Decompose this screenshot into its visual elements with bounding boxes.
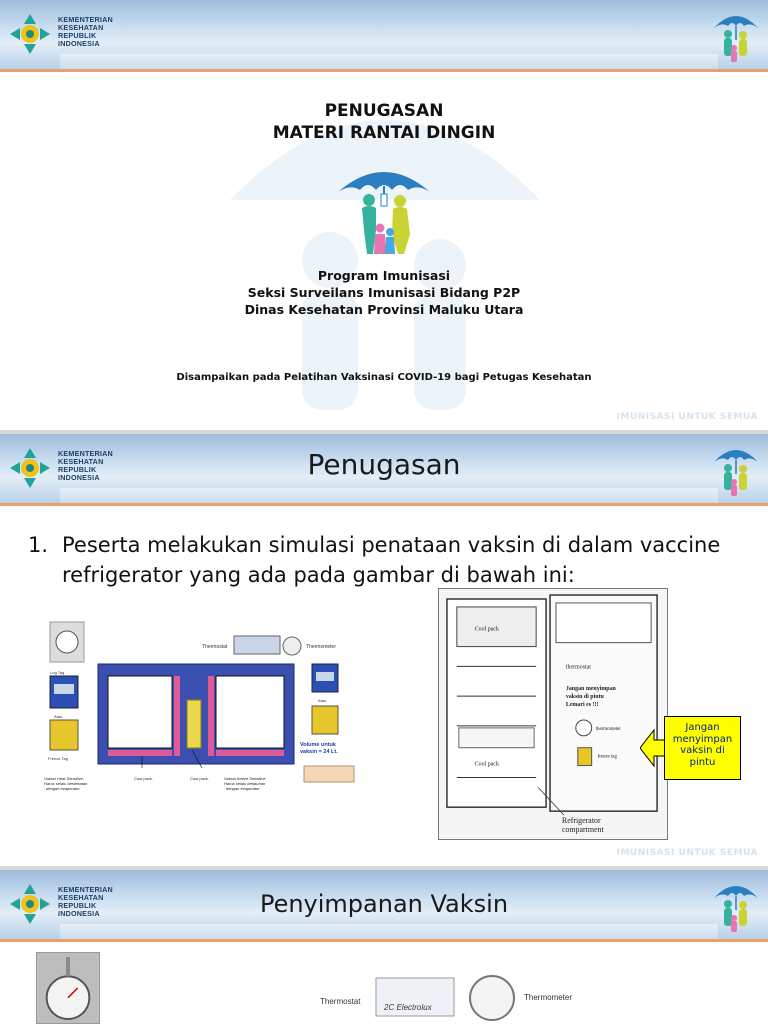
- ministry-line: KESEHATAN: [58, 23, 104, 32]
- cool-pack-floor: [216, 750, 284, 756]
- freeze-note: dengan evaporator.: [226, 786, 261, 791]
- watermark-text: IMUNISASI UNTUK SEMUA: [616, 412, 758, 422]
- callout-arrow-icon: [640, 728, 666, 768]
- door-warning: vaksin di pintu: [565, 694, 604, 701]
- chest-refrigerator-diagram: [42, 620, 362, 812]
- brand-label: 2C Electrolux: [384, 1003, 432, 1012]
- ministry-line: KESEHATAN: [58, 457, 104, 466]
- cool-pack-label: Cool pack.: [190, 776, 209, 781]
- program-text: Program Imunisasi: [317, 268, 451, 283]
- ministry-line: KEMENTERIAN: [58, 449, 113, 458]
- ministry-line: REPUBLIK: [58, 31, 97, 40]
- ministry-line: INDONESIA: [58, 39, 100, 48]
- kemenkes-logo: [6, 880, 116, 930]
- thermometer-dial-icon: [283, 637, 301, 655]
- thermostat-panel: [234, 636, 280, 654]
- atau-label: Atau,: [318, 698, 328, 703]
- thermometer-dial-icon: [576, 720, 592, 736]
- title-line-1: PENUGASAN: [324, 101, 444, 121]
- callout-line: vaksin di: [680, 745, 725, 756]
- vaccine-basket-left: [108, 676, 172, 748]
- thermostat-thermometer-figure: [320, 970, 590, 1024]
- upright-refrigerator-diagram: [438, 588, 668, 840]
- vaccine-basket-right: [216, 676, 284, 748]
- heat-note: dengan evaporator.: [46, 786, 81, 791]
- imunisasi-family-icon: [710, 6, 762, 66]
- freeze-note: Harus selalu berjauhan: [224, 781, 266, 786]
- center-cool-packs: [187, 700, 201, 748]
- ministry-line: REPUBLIK: [58, 465, 97, 474]
- door-warning: Jangan menyimpan: [565, 686, 616, 693]
- thermometer-dial-icon: [470, 976, 514, 1020]
- slide-3: [0, 870, 768, 1024]
- cool-pack-wall: [208, 676, 214, 756]
- thermometer-photo: [36, 952, 100, 1024]
- heat-note: Harus selalu berdekatan: [44, 781, 88, 786]
- ministry-line: KEMENTERIAN: [58, 885, 113, 894]
- ministry-line: REPUBLIK: [58, 901, 97, 910]
- kemenkes-logo-icon: [6, 444, 54, 492]
- freeze-note: Vaksin freeze Sensitive.: [224, 776, 267, 781]
- thermostat-label: thermostat: [565, 664, 591, 671]
- cool-pack-strip: [304, 766, 354, 782]
- ministry-line: INDONESIA: [58, 909, 100, 918]
- cool-pack-label: Cool pack.: [134, 776, 153, 781]
- atau-label: Atau,: [54, 714, 64, 719]
- callout-line: pintu: [689, 756, 716, 768]
- title-line-2: MATERI RANTAI DINGIN: [272, 123, 496, 143]
- freeze-tag-icon: [578, 748, 592, 766]
- thermometer-label: Thermometer: [524, 993, 573, 1002]
- ministry-line: KESEHATAN: [58, 893, 104, 902]
- kemenkes-logo-icon: [6, 10, 54, 58]
- heat-note: Vaksin Heat Sensitive.: [44, 776, 84, 781]
- ministry-line: INDONESIA: [58, 473, 100, 482]
- cool-pack-tray: [459, 728, 534, 748]
- slide-1: [0, 0, 768, 430]
- task-item: [28, 530, 738, 590]
- task-line-2: refrigerator yang ada pada gambar di bawah ini:: [62, 563, 575, 587]
- task-number: 1.: [28, 533, 49, 557]
- cool-pack-label: Cool pack: [474, 761, 499, 768]
- section-text: Seksi Surveilans Imunisasi Bidang P2P: [247, 285, 521, 300]
- freeze-tag-icon: [50, 720, 78, 750]
- refrigerator-label: Refrigerator: [561, 816, 601, 826]
- ministry-line: KEMENTERIAN: [58, 15, 113, 24]
- thermostat-label: Thermostat: [320, 997, 361, 1006]
- slide-title: Penugasan: [307, 448, 461, 481]
- refrigerator-label: compartment: [561, 824, 604, 834]
- logtag-label: Log Tag: [50, 670, 65, 675]
- thermometer-label: thermometer: [595, 726, 621, 732]
- door-warning: Lemari es !!!: [565, 702, 599, 709]
- imunisasi-family-icon: [334, 158, 434, 258]
- cool-pack-wall: [174, 676, 180, 756]
- cool-pack-floor: [108, 750, 172, 756]
- thermometer-label: Thermometer: [306, 644, 337, 650]
- freeze-tag-label: Freeze Tag: [48, 756, 68, 761]
- thermometer-dial-icon: [56, 631, 78, 653]
- callout-line: Jangan: [685, 722, 720, 733]
- cool-pack-label: Cool pack: [474, 626, 499, 633]
- thermostat-label: Thermostat: [202, 644, 228, 650]
- volume-label-2: vaksin = 24 Lt.: [300, 749, 338, 755]
- slide-title: Penyimpanan Vaksin: [259, 890, 509, 918]
- office-text: Dinas Kesehatan Provinsi Maluku Utara: [244, 302, 524, 317]
- imunisasi-family-icon: [710, 876, 762, 936]
- kemenkes-logo: [6, 444, 116, 494]
- volume-label-1: Volume untuk: [300, 742, 336, 748]
- task-line-1: Peserta melakukan simulasi penataan vaksin di dalam vaccine: [62, 533, 721, 557]
- delivered-text: Disampaikan pada Pelatihan Vaksinasi COVID-19 bagi Petugas Kesehatan: [176, 372, 592, 383]
- freeze-tag-icon: [312, 706, 338, 734]
- freeze-tag-label: freeze tag: [597, 754, 617, 760]
- callout-line: menyimpan: [672, 733, 733, 745]
- imunisasi-family-icon: [710, 440, 762, 500]
- slide-2: [0, 434, 768, 866]
- kemenkes-logo: [6, 10, 116, 60]
- door-warning-callout: [664, 716, 741, 780]
- watermark-text: IMUNISASI UNTUK SEMUA: [616, 848, 758, 858]
- kemenkes-logo-icon: [6, 880, 54, 928]
